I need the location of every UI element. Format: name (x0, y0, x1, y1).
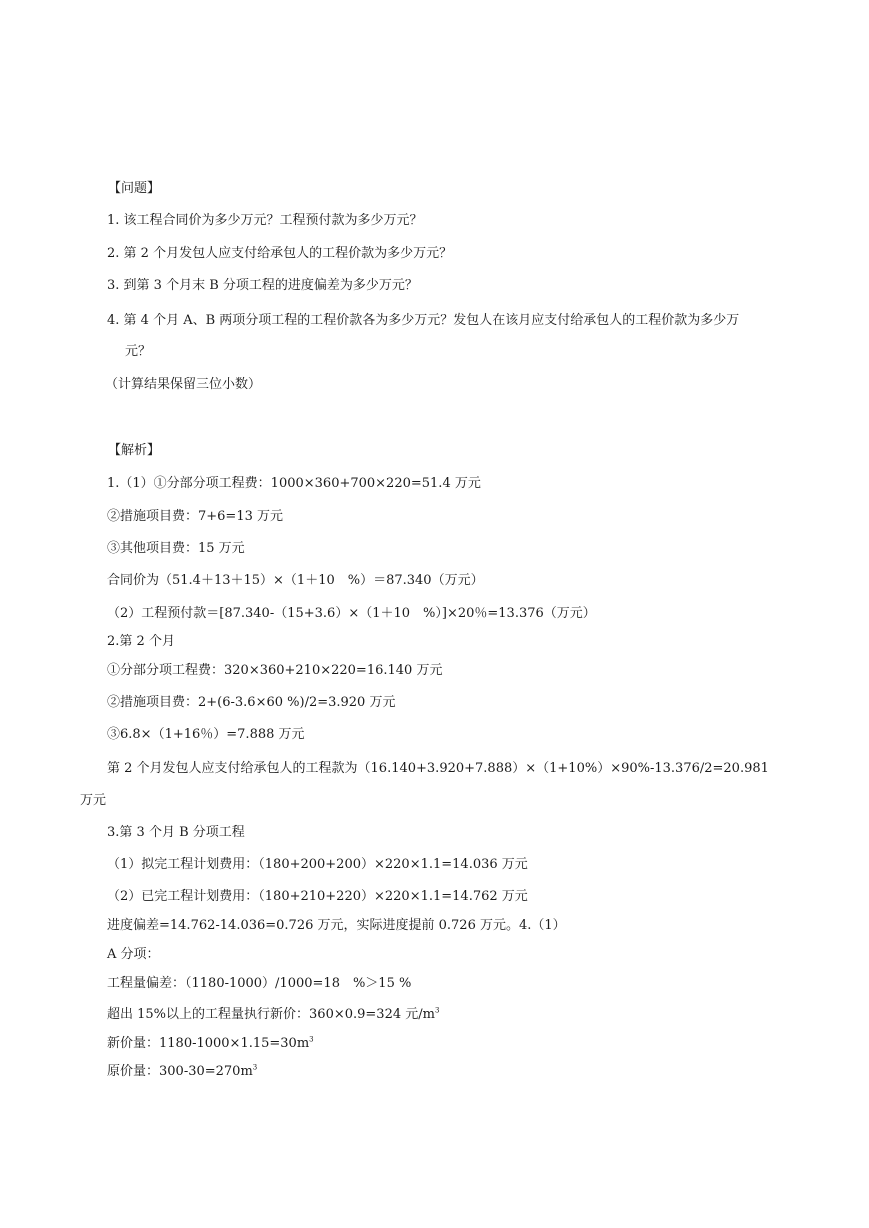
question-2: 2. 第 2 个月发包人应支付给承包人的工程价款为多少万元？ (107, 246, 453, 261)
answer-1-item-1: 1.（1）①分部分项工程费：1000×360+700×220=51.4 万元 (107, 476, 481, 491)
answer-3-schedule-variance: 进度偏差=14.762-14.036=0.726 万元，实际进度提前 0.726 万元。4.（1） (107, 918, 566, 933)
answer-2-item-1: ①分部分项工程费：320×360+210×220=16.140 万元 (107, 663, 443, 678)
answer-1-advance-payment: （2）工程预付款＝[87.340-（15+3.6）×（1＋10 %）]×20％=13.376（万元） (107, 606, 596, 621)
answer-4-new-price: 超出 15%以上的工程量执行新价：360×0.9=324 元$/m^3$ (107, 1006, 440, 1022)
question-1: 1. 该工程合同价为多少万元？工程预付款为多少万元？ (107, 213, 423, 228)
answer-3-heading: 3.第 3 个月 B 分项工程 (107, 825, 245, 840)
question-4-continuation: 元？ (125, 344, 152, 359)
answer-1-item-2: ②措施项目费：7+6=13 万元 (107, 509, 284, 524)
answer-3-earned-cost: （2）已完工程计划费用：（180+210+220）×220×1.1=14.762 万元 (107, 889, 528, 904)
answer-2-payment-continuation: 万元 (80, 793, 107, 808)
answer-2-heading: 2.第 2 个月 (107, 634, 175, 649)
answer-2-item-3: ③6.8×（1+16％）=7.888 万元 (107, 727, 305, 742)
analysis-heading: 【解析】 (108, 443, 161, 458)
answer-2-payment: 第 2 个月发包人应支付给承包人的工程款为（16.140+3.920+7.888）×（1+10%）×90%-13.376/2=20.981 (107, 761, 769, 776)
answer-4-a-heading: A 分项： (107, 947, 160, 962)
rounding-note: （计算结果保留三位小数） (105, 377, 262, 392)
answer-3-planned-cost: （1）拟完工程计划费用：（180+200+200）×220×1.1=14.036 万元 (107, 857, 528, 872)
question-4: 4. 第 4 个月 A、B 两项分项工程的工程价款各为多少万元？发包人在该月应支付给承包人的工程价款为多少万 (107, 313, 740, 328)
answer-4-original-price-quantity: 原价量：$300-30=270m^3$ (107, 1063, 258, 1079)
answer-1-contract-price: 合同价为（51.4＋13＋15）×（1＋10 %）＝87.340（万元） (107, 573, 484, 588)
answer-4-new-price-quantity: 新价量：$1180-1000\times 1.15=30m^3$ (107, 1035, 314, 1051)
answer-4-quantity-deviation: 工程量偏差：（1180-1000）/1000=18 %＞15 % (107, 976, 412, 991)
questions-heading: 【问题】 (108, 181, 161, 196)
answer-2-item-2: ②措施项目费：2+(6-3.6×60 %)/2=3.920 万元 (107, 695, 396, 710)
answer-1-item-3: ③其他项目费：15 万元 (107, 541, 245, 556)
question-3: 3. 到第 3 个月末 B 分项工程的进度偏差为多少万元？ (107, 278, 418, 293)
